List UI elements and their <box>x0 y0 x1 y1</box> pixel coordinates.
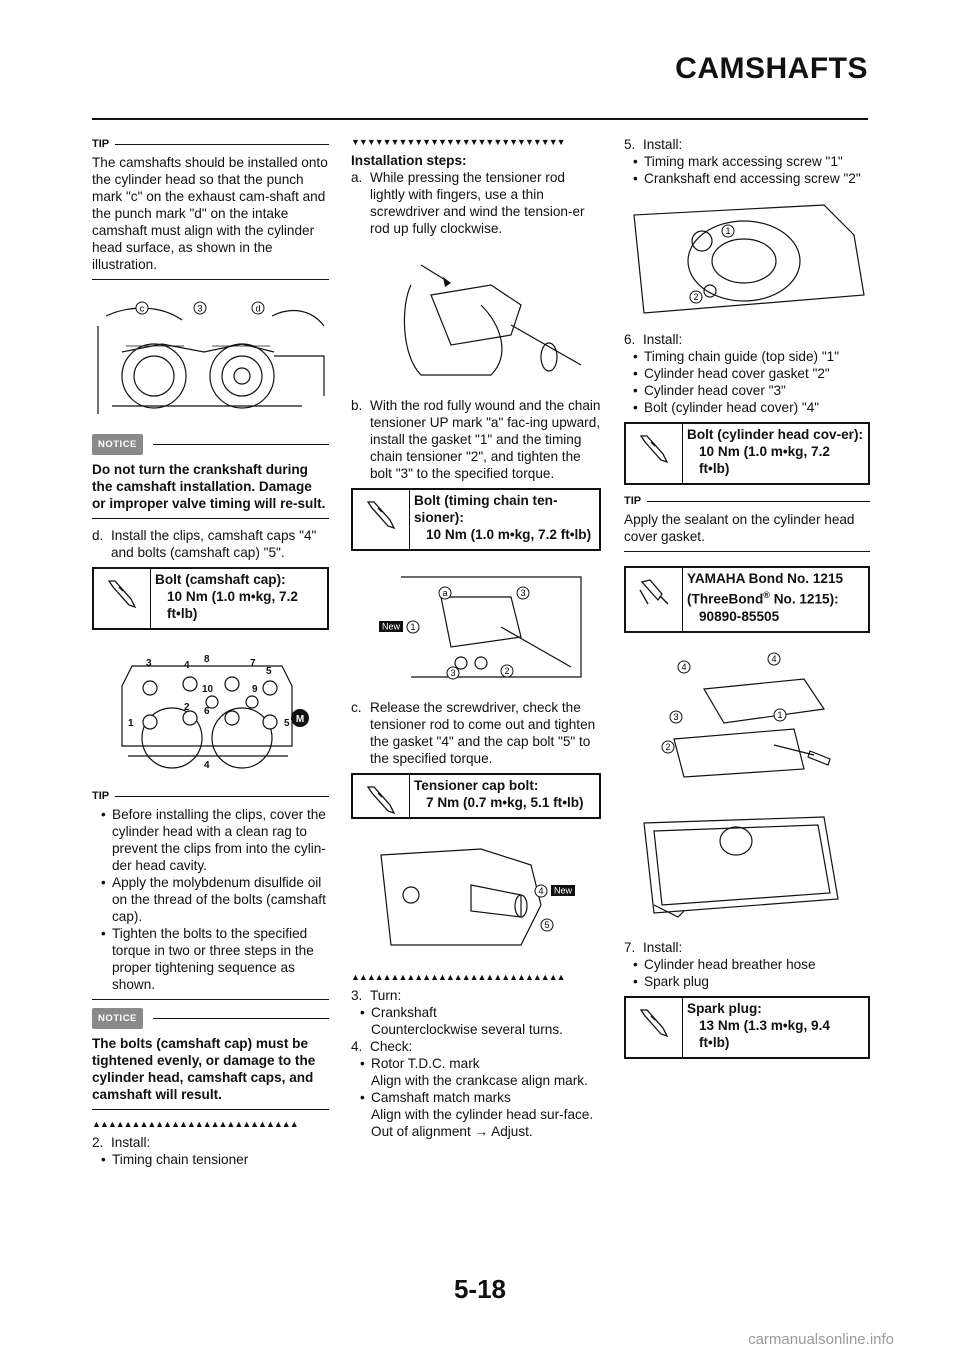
tensioner-cap-bolt-illustration <box>351 835 601 955</box>
title-divider <box>92 118 868 120</box>
fig-label: 3 <box>197 303 203 314</box>
list-item: • Cylinder head cover gasket "2" <box>633 366 830 381</box>
list-item: • Bolt (cylinder head cover) "4" <box>633 400 820 415</box>
camshaft-punch-mark-illustration <box>92 296 329 416</box>
fig-label: 3 <box>450 668 456 678</box>
watermark: carmanualsonline.info <box>748 1331 894 1348</box>
torque-spec-box: Spark plug: 13 Nm (1.3 m•kg, 9.4 ft•lb) <box>624 996 870 1059</box>
torque-wrench-icon <box>637 1006 671 1038</box>
step-item: 4. Check: <box>351 1039 413 1054</box>
list-item: • Spark plug <box>633 973 709 989</box>
steps-end-marker: ▲▲▲▲▲▲▲▲▲▲▲▲▲▲▲▲▲▲▲▲▲▲▲▲▲▲ <box>92 1119 298 1129</box>
column-middle: ▼▼▼▼▼▼▼▼▼▼▼▼▼▼▼▼▼▼▼▼▼▼▼▼▼▼▼ Installation steps: a. While pressing the tensioner rod lightly with fingers, use a thin screwdriver and wind the tension-er rod up fully clockwise. b. With the rod fully wound and the chain tensioner UP mark "a" fac-ing upward, install the gasket "1" and the timing chain tensioner "2", and tighten the bolt "3" to the specified torque. Bolt (timing chain ten-sioner): 10 Nm (1.0 m•kg, 7.2 ft•lb) a 3 New 1 3 2 c. Release the screwdriver, check the tensioner rod to come out and tighten the gasket "4" and the cap bolt "5" to the specified torque. Tensioner cap bolt: 7 Nm (0.7 m•kg, 5.1 ft•lb) 4 New 5 ▲▲▲▲▲▲▲▲▲▲▲▲▲▲▲▲▲▲▲▲▲▲▲▲▲▲▲ 3. Turn: • Crankshaft Counterclockwise several turns. 4. Check: • Rotor T.D.C. mark Align with the crankcase align mark. • Camshaft match marks Align with the cylinder head sur-face. Out of alignment → Adjust. <box>351 137 601 1139</box>
tip-heading: TIP <box>92 788 329 805</box>
notice-text: Do not turn the crankshaft during the camshaft installation. Damage or improper valve timing will re-sult. <box>92 462 326 511</box>
fig-label: 4 <box>771 653 777 664</box>
fig-label: 1 <box>410 622 416 632</box>
step-item: d. Install the clips, camshaft caps "4" and bolts (camshaft cap) "5". <box>92 528 317 560</box>
fig-label: 4 <box>204 760 210 771</box>
fig-label: 1 <box>725 226 731 236</box>
fig-label: 1 <box>128 718 134 729</box>
new-badge: New <box>553 885 573 896</box>
torque-spec-box: Tensioner cap bolt: 7 Nm (0.7 m•kg, 5.1 ft•lb) <box>351 773 601 819</box>
torque-spec-box: Bolt (cylinder head cov-er): 10 Nm (1.0 m•kg, 7.2 ft•lb) <box>624 422 870 485</box>
steps-start-marker: ▼▼▼▼▼▼▼▼▼▼▼▼▼▼▼▼▼▼▼▼▼▼▼▼▼▼▼ <box>351 137 565 147</box>
torque-wrench-icon <box>364 783 398 815</box>
step-item: 3. Turn: <box>351 988 402 1003</box>
list-item: • Tighten the bolts to the specified torque in two or three steps in the proper tightening sequence as shown. <box>101 926 314 992</box>
torque-wrench-icon <box>364 498 398 530</box>
tip-heading: TIP <box>92 136 329 153</box>
list-item: • Timing mark accessing screw "1" <box>633 154 843 169</box>
fig-label: 3 <box>520 588 526 598</box>
fig-label: 4 <box>681 661 687 672</box>
list-item: • Before installing the clips, cover the cylinder head with a clean rag to prevent the clips from into the cylin-der head cavity. <box>101 807 326 873</box>
tip-text: Apply the sealant on the cylinder head cover gasket. <box>624 512 855 544</box>
cover-gasket-sealant-illustration <box>624 809 870 927</box>
fig-label: 4 <box>184 660 190 671</box>
fig-label: 2 <box>693 292 699 302</box>
fig-label: 2 <box>665 741 671 752</box>
step-item: 6. Install: <box>624 332 683 347</box>
fig-label: M <box>295 714 305 725</box>
step-item: a. While pressing the tensioner rod lightly with fingers, use a thin screwdriver and wind the tension-er rod up fully clockwise. <box>351 170 585 236</box>
sealant-spec-box: YAMAHA Bond No. 1215 (ThreeBond® No. 1215): 90890-85505 <box>624 566 870 633</box>
tensioner-wind-illustration <box>351 245 601 385</box>
installation-steps-title: Installation steps: <box>351 153 467 168</box>
tensioner-install-illustration <box>351 567 601 687</box>
step-item: c. Release the screwdriver, check the tensioner rod to come out and tighten the gasket "4" and the cap bolt "5" to the specified torque. <box>351 700 596 766</box>
column-right <box>624 136 870 1067</box>
fig-label: c <box>139 303 145 314</box>
list-item: • Apply the molybdenum disulfide oil on the thread of the bolts (camshaft cap). <box>101 875 326 924</box>
page-title: CAMSHAFTS <box>675 52 868 85</box>
step-item: 7. Install: <box>624 939 683 955</box>
fig-label: 10 <box>202 684 214 695</box>
fig-label: 5 <box>266 666 272 677</box>
list-item: • Cylinder head breather hose <box>633 956 816 972</box>
step-item: 2. Install: <box>92 1135 151 1150</box>
fig-label: 5 <box>544 920 550 930</box>
tip-text: The camshafts should be installed onto the cylinder head so that the punch mark "c" on the exhaust cam-shaft and the punch mark "d" on the intake camshaft must align with the cylinder head surface, as shown in the illustration. <box>92 155 328 272</box>
fig-label: 2 <box>504 666 510 676</box>
fig-label: 2 <box>184 702 190 713</box>
fig-label: 1 <box>777 709 783 720</box>
fig-label: 6 <box>204 706 210 717</box>
fig-label: 3 <box>673 711 679 722</box>
list-item: • Cylinder head cover "3" <box>633 383 786 398</box>
torque-wrench-icon <box>637 432 671 464</box>
fig-label: 9 <box>252 684 258 695</box>
sealant-tube-icon <box>636 576 672 608</box>
list-item: • Crankshaft <box>360 1005 437 1020</box>
torque-wrench-icon <box>105 577 139 609</box>
fig-label: 5 <box>284 718 290 729</box>
new-badge: New <box>381 621 401 632</box>
notice-text: The bolts (camshaft cap) must be tightened evenly, or damage to the cylinder head, camshaft caps, and camshaft will result. <box>92 1036 316 1102</box>
crankcase-cover-illustration <box>624 195 870 319</box>
fig-label: d <box>255 303 261 314</box>
step-item: 5. Install: <box>624 137 683 152</box>
fig-label: 7 <box>250 658 256 669</box>
fig-label: 3 <box>146 658 152 669</box>
list-item: • Crankshaft end accessing screw "2" <box>633 171 861 186</box>
notice-heading: NOTICE <box>92 1008 329 1029</box>
steps-end-marker: ▲▲▲▲▲▲▲▲▲▲▲▲▲▲▲▲▲▲▲▲▲▲▲▲▲▲▲ <box>351 972 565 982</box>
torque-spec-box: Bolt (camshaft cap): 10 Nm (1.0 m•kg, 7.2 ft•lb) <box>92 567 329 630</box>
step-item: b. With the rod fully wound and the chain tensioner UP mark "a" fac-ing upward, install the gasket "1" and the timing chain tensioner "2", and tighten the bolt "3" to the specified torque. <box>351 398 601 481</box>
list-item: • Timing chain guide (top side) "1" <box>633 349 840 364</box>
fig-label: 8 <box>204 654 210 665</box>
list-item: • Rotor T.D.C. mark <box>360 1056 480 1071</box>
tip-heading: TIP <box>624 493 870 510</box>
list-item: • Timing chain tensioner <box>101 1152 249 1167</box>
cylinder-head-cover-illustration <box>624 649 870 789</box>
column-left <box>92 136 329 1168</box>
page-number: 5-18 <box>453 1274 507 1304</box>
fig-label: 4 <box>538 886 544 896</box>
list-item: • Camshaft match marks <box>360 1090 511 1105</box>
fig-label: a <box>442 588 448 598</box>
camshaft-cap-tightening-sequence-illustration <box>92 646 329 776</box>
torque-spec-box: Bolt (timing chain ten-sioner): 10 Nm (1.0 m•kg, 7.2 ft•lb) <box>351 488 601 551</box>
notice-heading: NOTICE <box>92 434 329 455</box>
